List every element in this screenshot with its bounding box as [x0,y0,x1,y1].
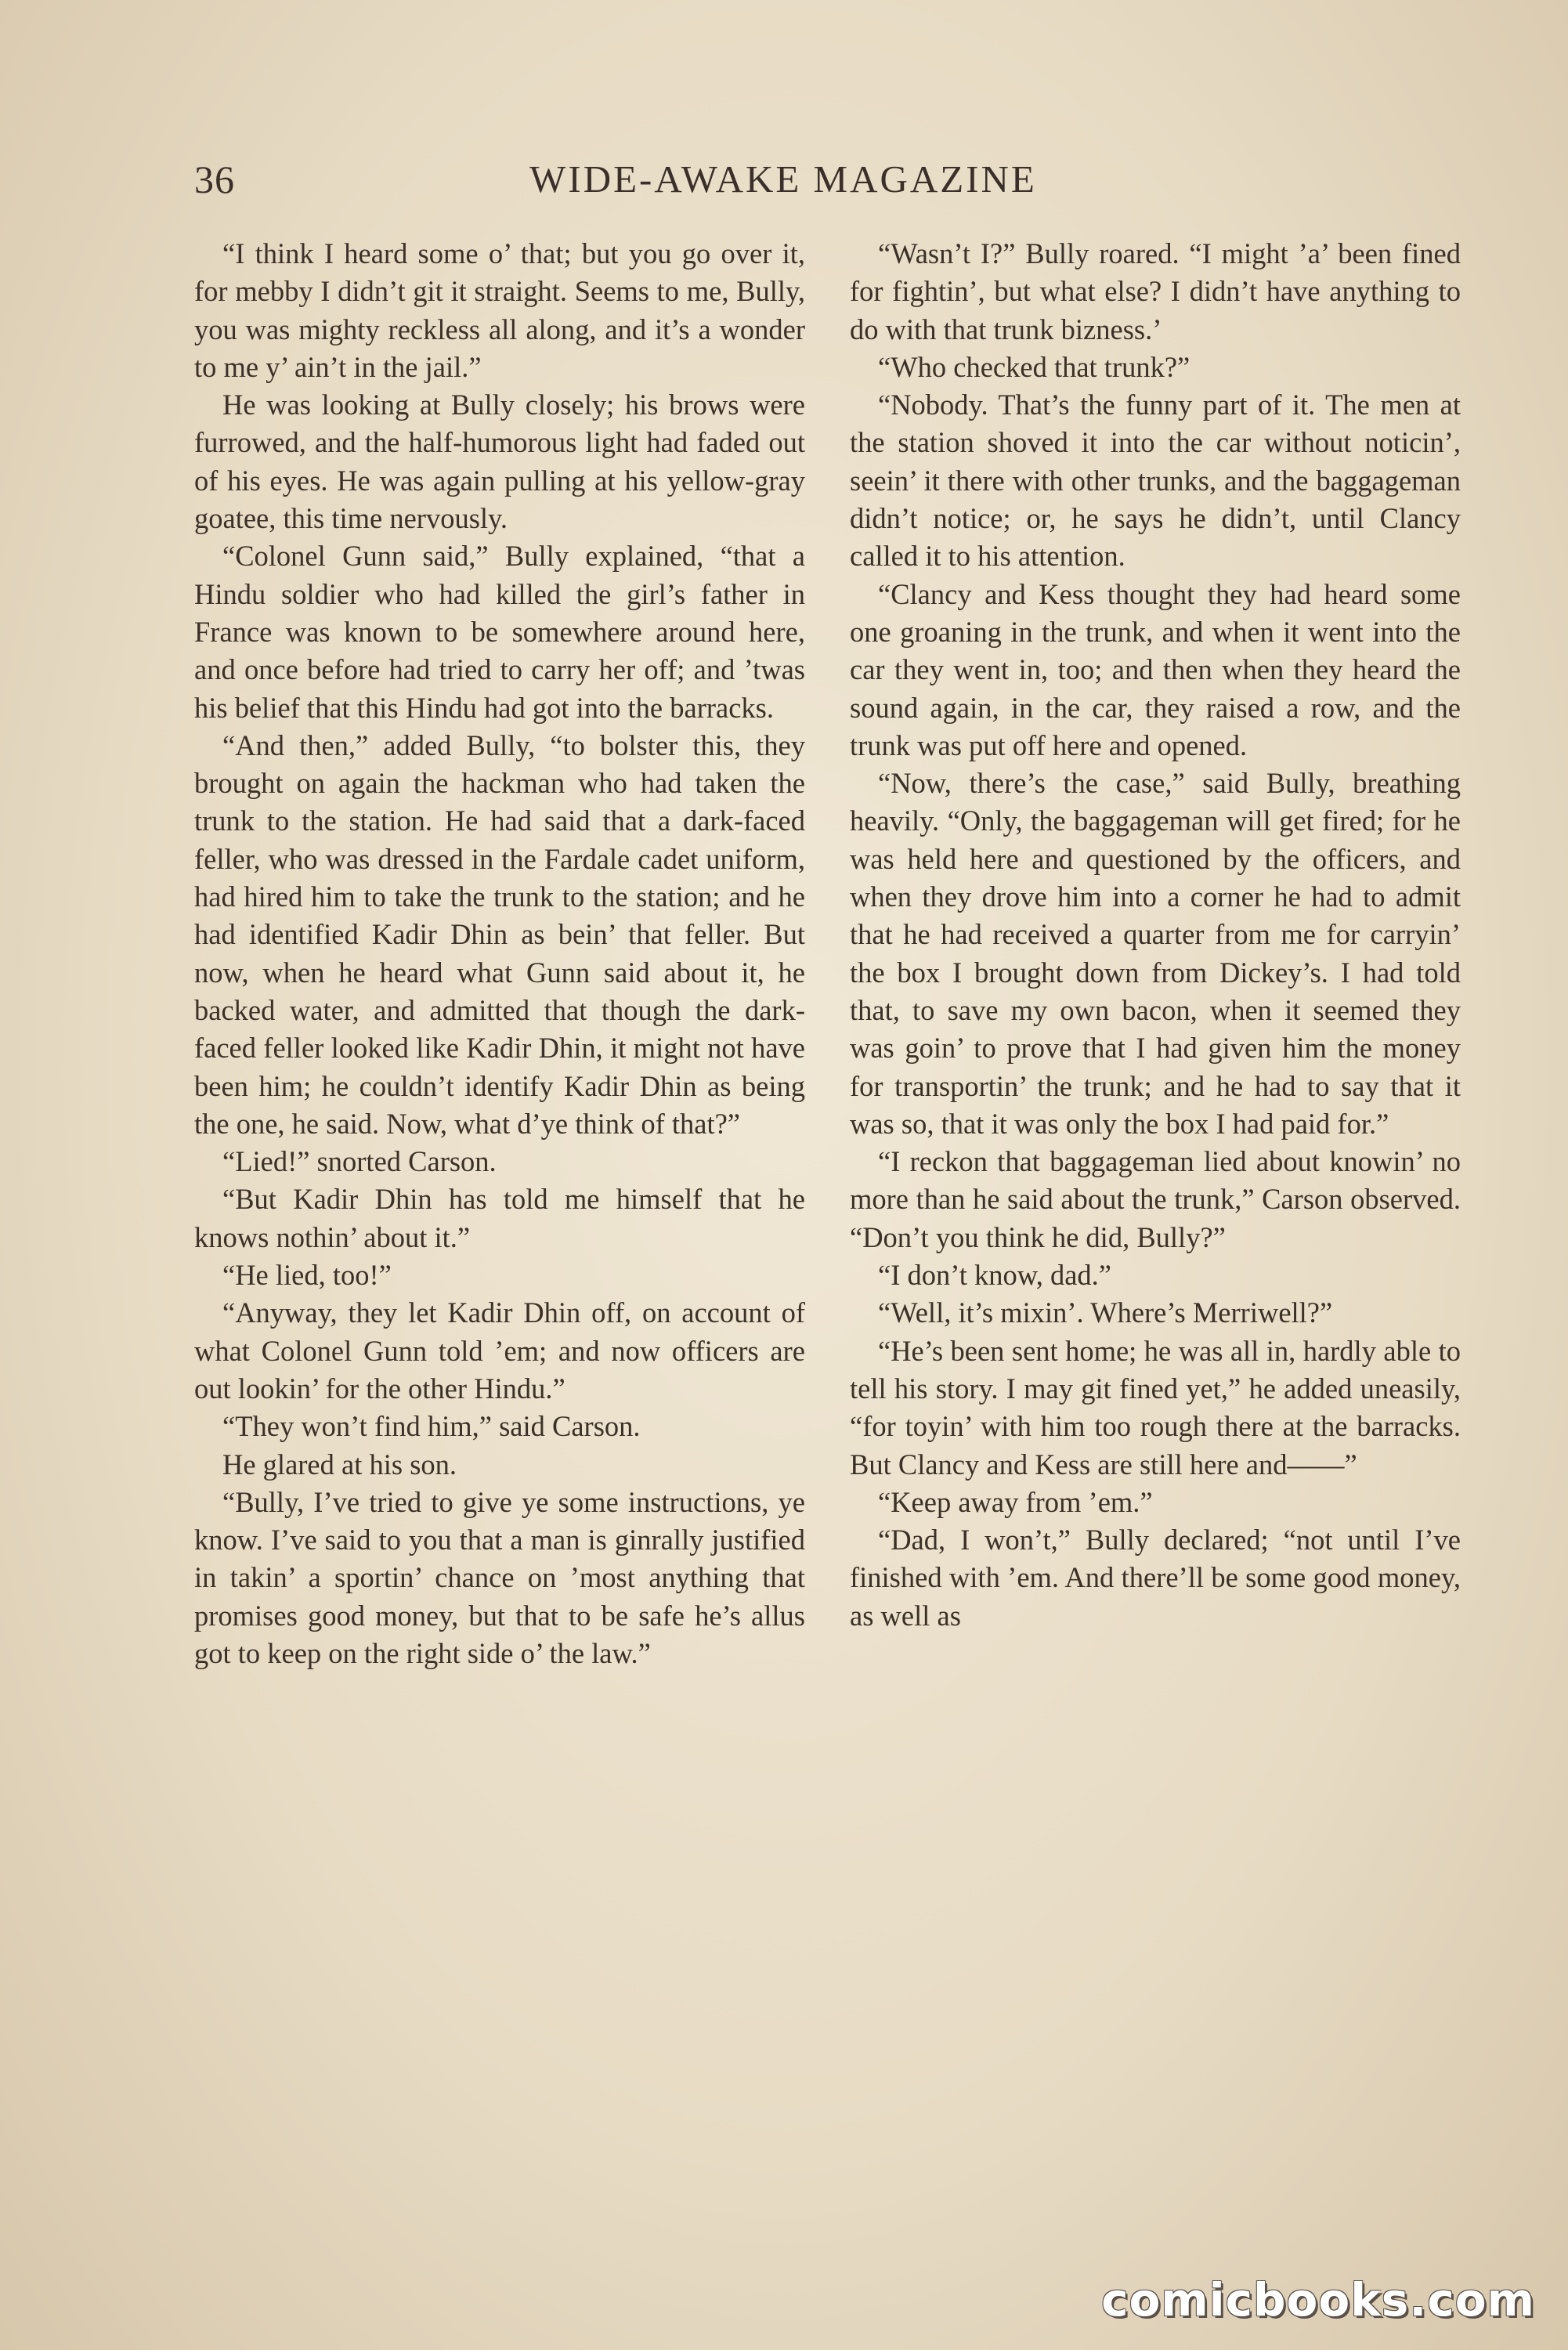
paragraph: “He’s been sent home; he was all in, hardly able to tell his story. I may git fined yet,” he added uneasily, “for toyin’ with him too rough there at the barracks. But Clancy and Kess are still here and——” [850,1334,1461,1480]
paragraph: “Wasn’t I?” Bully roared. “I might ’a’ been fined for fightin’, but what else? I didn’t have anything to do with that trunk bizness.’ [850,237,1461,345]
paragraph: “I don’t know, dad.” [878,1259,1112,1292]
paragraph: “Well, it’s mixin’. Where’s Merriwell?” [878,1296,1333,1329]
paragraph: “Anyway, they let Kadir Dhin off, on account of what Colonel Gunn told ’em; and now officers are out lookin’ for the other Hindu.” [194,1296,805,1405]
paragraph: “Bully, I’ve tried to give ye some instructions, ye know. I’ve said to you that a man is ginrally justified in takin’ a sportin’ chance on ’most anything that promises good money, but that to be safe he’s allus got to keep on the right side o’ the law.” [194,1485,805,1669]
paragraph: “Nobody. That’s the funny part of it. The men at the station shoved it into the car without noticin’, seein’ it there with other trunks, and the baggageman didn’t notice; or, he says he didn’t, until Clancy called it to his attention. [850,389,1461,573]
paragraph: “And then,” added Bully, “to bolster this, they brought on again the hackman who had taken the trunk to the station. He had said that a dark-faced feller, who was dressed in the Fardale cadet uniform, had hired him to take the trunk to the station; and he had identified Kadir Dhin as bein’ that feller. But now, when he heard what Gunn said about it, he backed water, and admitted that though the dark-faced feller looked like Kadir Dhin, it might not have been him; he couldn’t identify Kadir Dhin as being the one, he said. Now, what d’ye think of that?” [194,728,805,1140]
paragraph: “Dad, I won’t,” Bully declared; “not until I’ve finished with ’em. And there’ll be some good money, as well as [850,1524,1461,1632]
paragraph: “Who checked that trunk?” [878,350,1190,383]
right-text-column [850,235,1461,1635]
left-text-column [194,235,805,1672]
paragraph: “Now, there’s the case,” said Bully, breathing heavily. “Only, the baggageman will get fired; for he was held here and questioned by the officers, and when they drove him into a corner he had to admit that he had received a quarter from me for carryin’ the box I brought down from Dickey’s. I had told that, to save my own bacon, when it seemed they was goin’ to prove that I had given him the money for transportin’ the trunk; and he had to say that it was so, that it was only the box I had paid for.” [850,767,1461,1140]
site-watermark: comicbooks.com [1101,2273,1535,2326]
paragraph: He was looking at Bully closely; his brows were furrowed, and the half-humorous light had faded out of his eyes. He was again pulling at his yellow-gray goatee, this time nervously. [194,389,805,535]
paragraph: “Lied!” snorted Carson. [222,1145,497,1178]
paragraph: “I think I heard some o’ that; but you go over it, for mebby I didn’t git it straight. Seems to me, Bully, you was mighty reckless all along, and it’s a wonder to me y’ ain’t in the jail.” [194,237,805,383]
paragraph: “But Kadir Dhin has told me himself that he knows nothin’ about it.” [194,1183,805,1253]
paragraph: He glared at his son. [222,1448,457,1480]
running-title: WIDE-AWAKE MAGAZINE [529,157,1037,201]
paragraph: “I reckon that baggageman lied about knowin’ no more than he said about the trunk,” Carson observed. “Don’t you think he did, Bully?” [850,1145,1461,1253]
paragraph: “Clancy and Kess thought they had heard some one groaning in the trunk, and when it went into the car they went in, too; and then when they heard the sound again, in the car, they raised a row, and the trunk was put off here and opened. [850,577,1461,761]
paragraph: “He lied, too!” [222,1259,392,1292]
paragraph: “Colonel Gunn said,” Bully explained, “that a Hindu soldier who had killed the girl’s father in France was known to be somewhere around here, and once before had tried to carry her off; and ’twas his belief that this Hindu had got into the barracks. [194,540,805,724]
paragraph: “Keep away from ’em.” [878,1485,1153,1518]
page-header [194,157,1372,212]
page-number: 36 [194,157,235,201]
paragraph: “They won’t find him,” said Carson. [222,1410,641,1443]
